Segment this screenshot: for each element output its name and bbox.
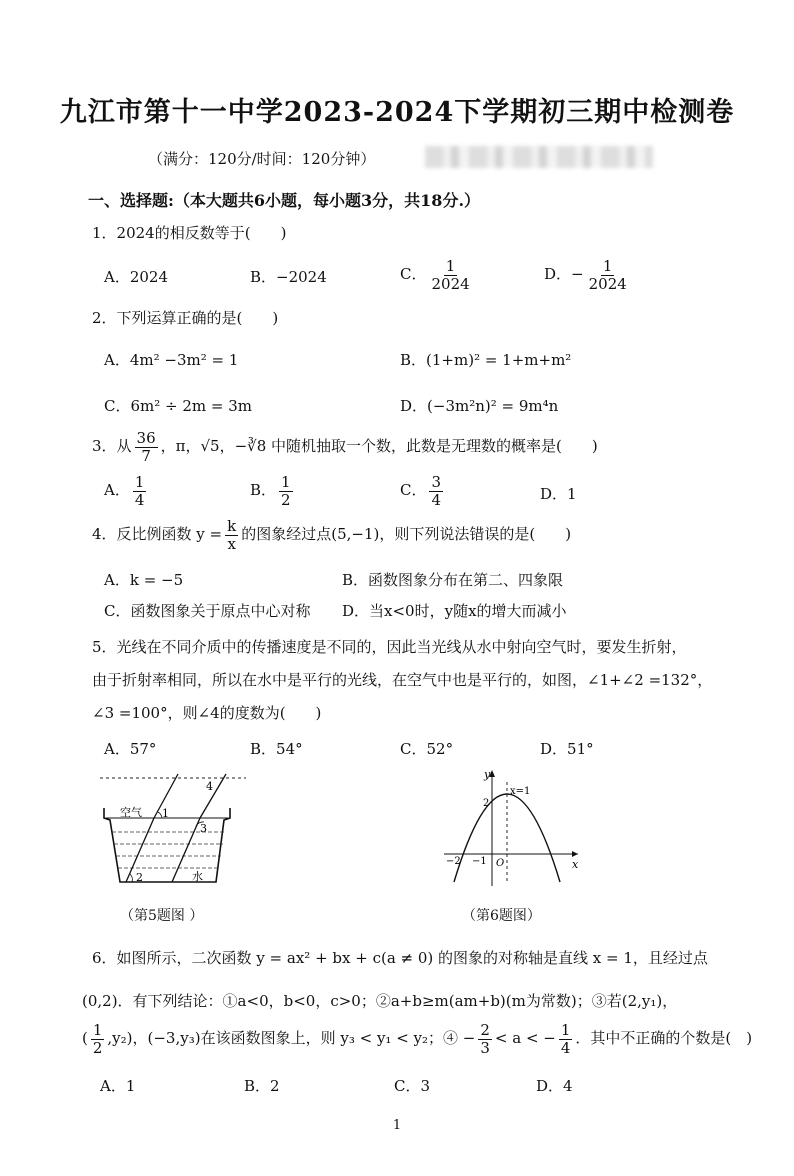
fig6-origin-label: O [496, 858, 505, 869]
q3-pre: 3．从 [92, 437, 132, 455]
question-6-line-3 [82, 1022, 752, 1056]
fig5-angle-4: 4 [206, 780, 213, 793]
fig6-tick-neg2: −2 [446, 856, 461, 867]
question-4-stem [92, 518, 571, 552]
fig5-angle-1: 1 [162, 807, 169, 820]
q6-option-d: D．4 [536, 1077, 573, 1095]
q3-num: 36 [136, 429, 156, 447]
q1-option-b: B．−2024 [250, 268, 327, 286]
page-number: 1 [392, 1118, 402, 1133]
question-6-line-1: 6．如图所示，二次函数 y = ax² + bx + c(a ≠ 0) 的图象的对称轴是直线 x = 1，且经过点 [92, 949, 708, 967]
q3-option-a [104, 474, 149, 508]
q3-option-d: D．1 [540, 485, 577, 503]
q6-f1-num: 1 [92, 1021, 103, 1039]
q3-c-den: 4 [431, 490, 442, 509]
fig5-angle-2: 2 [136, 871, 143, 884]
q1-d-num: 1 [602, 257, 613, 275]
figure-5-caption: （第5题图 ） [120, 908, 204, 924]
figure-6-caption: （第6题图） [462, 908, 541, 924]
q4-pre: 4．反比例函数 y = [92, 525, 223, 543]
q3-den: 7 [141, 446, 151, 465]
question-1-stem: 1．2024的相反数等于( ) [92, 224, 287, 242]
question-6-line-2: (0,2)．有下列结论：①a<0，b<0，c>0；②a+b≥m(am+b)(m为常数)；③若(2,y₁)， [82, 992, 678, 1010]
q3-b-fraction [279, 474, 293, 508]
q1-c-fraction [429, 258, 471, 292]
q6-f2-num: 2 [480, 1021, 490, 1039]
section-heading: 一、选择题:（本大题共6小题，每小题3分，共18分.） [88, 191, 481, 210]
q2-option-d: D．(−3m²n)² = 9m⁴n [400, 397, 559, 415]
fig6-x-axis-label: x [572, 858, 579, 871]
q3-b-label: B． [250, 481, 277, 499]
q5-option-d: D．51° [540, 740, 594, 758]
q6-f3-num: 1 [560, 1021, 571, 1039]
fig5-air-label: 空气 [120, 806, 142, 819]
q3-option-c [400, 474, 446, 508]
redacted-area [425, 146, 653, 168]
q1-option-c [400, 258, 475, 292]
q3-a-fraction [133, 474, 147, 508]
q6-f2-den: 3 [480, 1038, 490, 1057]
fig5-water-label: 水 [192, 870, 203, 883]
q4-option-a: A．k = −5 [104, 571, 184, 589]
fig6-y-axis-label: y [484, 768, 491, 781]
q1-d-label: D．− [544, 265, 584, 283]
q3-b-num: 1 [281, 473, 291, 491]
q4-option-b: B．函数图象分布在第二、四象限 [342, 571, 564, 589]
q3-b-den: 2 [281, 490, 291, 509]
q3-rest: ，π，√5，−∛8 中随机抽取一个数，此数是无理数的概率是( ) [160, 437, 598, 455]
q6-fraction-1 [91, 1022, 105, 1056]
q5-option-c: C．52° [400, 740, 454, 758]
q3-fraction [135, 430, 158, 464]
q3-c-fraction [429, 474, 443, 508]
q6-l3-mid: ,y₂)，(−3,y₃)在该函数图象上，则 y₃ < y₁ < y₂；④ − [107, 1029, 476, 1047]
question-3-stem [92, 430, 598, 464]
q3-c-num: 3 [431, 473, 442, 491]
q3-a-label: A． [104, 481, 130, 499]
q6-fraction-2 [478, 1022, 492, 1056]
q4-fraction [225, 518, 238, 552]
q3-option-b [250, 474, 296, 508]
q2-option-c: C．6m² ÷ 2m = 3m [104, 397, 253, 415]
q1-c-num: 1 [445, 257, 456, 275]
q1-option-a: A．2024 [104, 268, 169, 286]
q1-c-label: C． [400, 265, 427, 283]
q5-option-a: A．57° [104, 740, 157, 758]
question-5-line-3: ∠3 =100°，则∠4的度数为( ) [92, 704, 322, 722]
q4-option-c: C．函数图象关于原点中心对称 [104, 602, 311, 620]
q6-f3-den: 4 [560, 1038, 571, 1057]
q6-l3-end: ．其中不正确的个数是( ) [575, 1029, 753, 1047]
q6-fraction-3 [559, 1022, 573, 1056]
fig6-tick-neg1: −1 [472, 856, 487, 867]
fig6-axis-of-symmetry: x=1 [510, 786, 531, 797]
q2-option-b: B．(1+m)² = 1+m+m² [400, 351, 572, 369]
q4-num: k [227, 517, 237, 535]
fig5-angle-3: 3 [200, 822, 207, 835]
page-title: 九江市第十一中学2023-2024下学期初三期中检测卷 [59, 97, 735, 128]
question-2-stem: 2．下列运算正确的是( ) [92, 309, 279, 327]
q3-a-num: 1 [134, 473, 145, 491]
q4-rest: 的图象经过点(5,−1)，则下列说法错误的是( ) [241, 525, 572, 543]
q6-option-c: C．3 [394, 1077, 431, 1095]
q2-option-a: A．4m² −3m² = 1 [104, 351, 239, 369]
q6-l3-mid2: < a < − [494, 1029, 556, 1047]
fig6-intercept-2: 2 [483, 798, 490, 809]
q1-option-d [544, 258, 632, 292]
question-5-line-1: 5．光线在不同介质中的传播速度是不同的，因此当光线从水中射向空气时，要发生折射， [92, 638, 687, 656]
q6-f1-den: 2 [92, 1038, 103, 1057]
q4-option-d: D．当x<0时，y随x的增大而减小 [342, 602, 567, 620]
q5-option-b: B．54° [250, 740, 303, 758]
question-5-line-2: 由于折射率相同，所以在水中是平行的光线，在空气中也是平行的，如图，∠1+∠2 =132°， [92, 671, 713, 689]
q6-l3-pre: ( [82, 1029, 88, 1047]
q4-den: x [227, 534, 236, 553]
q1-d-den: 2024 [588, 274, 627, 293]
q1-c-den: 2024 [431, 274, 470, 293]
figure-6-parabola-graph [440, 764, 588, 890]
q6-option-a: A．1 [100, 1077, 136, 1095]
q3-a-den: 4 [134, 490, 145, 509]
q6-option-b: B．2 [244, 1077, 280, 1095]
score-time-info: （满分：120分/时间：120分钟） [148, 150, 376, 168]
q3-c-label: C． [400, 481, 427, 499]
q1-d-fraction [587, 258, 629, 292]
figure-5-refraction-diagram [96, 770, 256, 895]
